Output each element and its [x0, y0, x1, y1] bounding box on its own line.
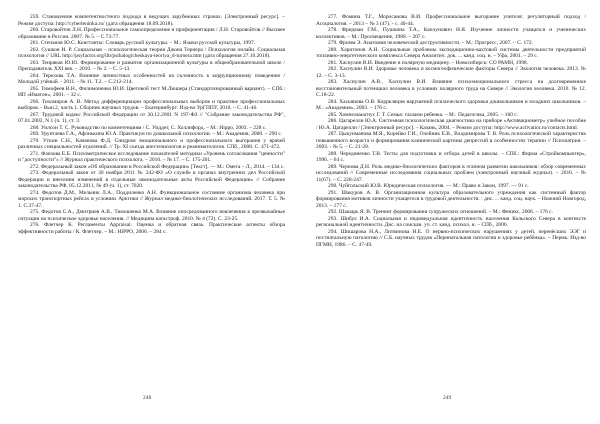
page-number: 248	[143, 395, 152, 401]
bibliography-entry: 281. Хаснулин В.И. Введение в полярную медицину. – Новосибирск: СО РАМН, 1998.	[328, 59, 528, 66]
bibliography-entry: 260. Старовойтов Л.Н. Профессиональное самоопределение и профориентация / Л.Н. Старовойтов // Высшее образование в России. 2007. № 5. – С.73-77.	[18, 27, 285, 40]
bibliography-entry: 288. Черединенко Т.В. Тесты для подготовки и отбора детей в школы. – СПб.: Фирма «Стройкомпьютер», 1996. – 64 с.	[316, 150, 586, 163]
bibliography-entry: 262. Сушков И. Р. Социальная – психологическая теория Джона Тернера / Психология онлайн. Социальная психология // URL http://psyfactor.org/lib/psihalogicheskaya-teoriya_d-turnera.htm (дата обращения 27.10.2018).	[18, 46, 285, 59]
bibliography-entry: 273. Федеральный закон от 30 ноября 2011 № 342-ФЗ «О службе в органах внутренних дел Российской Федерации и внесении изменений в отдельные законодательные акты Российской Федерации» // Собрание законодательства РФ, 05.12.2011, № 49 (ч. 1), ст. 7020.	[18, 170, 285, 189]
bibliography-entry: 270. Уткин С.Н., Качанова Ф.Д. Синдром эмоционального и профессионального выгорания у врачей различных специальностей отделений. // Тр. XI съезда анестезиологов и реаниматологов. СПб., 2008. С. 471-472.	[18, 137, 285, 150]
bibliography-entry: 264. Терехова Т.А. Влияние личностных особенностей на склонность к коррупционному поведению / Молодой учёный. - 2011. - № 11. Т.2. – С.212-214.	[18, 72, 285, 85]
bibliography-entry: 289. Чернова Д.Н. Роль медико-биологических факторов в этапном развитии школьников: обзор современных исследований // Современные исследования социальных проблем (электронный научный журнал). – 2016. – № 11(67). – С. 228-247.	[316, 163, 586, 183]
bibliography-entry: 284. Хасьянова О.В. Корреляция нарушений психического здоровья дошкольников и младших школьников. – М.: «Академия», 2003. – 176 с.	[316, 98, 586, 111]
bibliography-entry: 287. Цыкунманова М.Я., Корейко Г.И., Олейник Е.В., Владимирова Т. В. Роль психологической характеристик повышенного возраста и формирования клинической картины депрессий в особенностях терапии // Психиатрия. – 2003. - № 5. – С. 21-28.	[316, 131, 586, 150]
bibliography-entry: 286. Цагарелли Ю.А. Системная психологическая диагностика на приборе «Активациометр» учебное пособие / Ю.А. Цагарелли / [Электронный ресурс]. – Казань, 2004. – Режим доступа: http://www.activatior.ru/contacts.html.	[316, 118, 586, 131]
bibliography-entry: 265. Тимофеев В.Н., Филимоненко Ю.И. Цветовой тест М.Люшера (Стандартизированный вариант). – СПб.: ИП «Иматон», 2001. – 32 с.	[18, 85, 285, 98]
bibliography-entry: 259. Становление компетентностного подхода в ведущих зарубежных странах. [Электронный ресурс]. – Режим доступа: http://cyberleninka.ru/ (дата обращения 18.09.2018).	[18, 14, 285, 27]
bibliography-entry: 285. Хомпельмагнус Г. Т. Семья: глазами ребенка. – М.: Педагогика, 2005. – 160 с.	[328, 111, 519, 118]
bibliography-entry: 276. Флетчер К. Регламенты Appraisal. Оценка и обратная связь. Практические аспекты обзора эффективности работы / К. Флетчер. – М.: HIPPO, 2006. – 284 с.	[18, 222, 285, 235]
bibliography-entry: 272. Федеральный закон «Об образовании в Российской Федерации» [Текст]. — М.: Омега – Л., 2014. – 134 с.	[30, 163, 285, 170]
page-number: 249	[443, 395, 452, 401]
bibliography-entry: 283. Хаснулин А.В., Хаснулин В.И. Влияние психоэмоционального стресса на долговременное восстановительный потенциал человека в условиях полярного труда на Севере // Экология человека. 2010. № 12. С.18-22.	[316, 79, 586, 98]
bibliography-entry: 263. Тенряков Ю.Ю. Формирование и развитие организационной культуры в общеобразовательной школе / Преподаватель XXI век. – 2010. – № 2. – С. 5-13.	[18, 59, 285, 72]
bibliography-entry: 290. Чуйгольский Ю.В. Юридическая психология. — М.: Право и Закон, 1997. — 91 с.	[328, 183, 529, 189]
bibliography-entry: 261. Степанов Ю.С. Константы: Словарь русской культуры. – М.: Языки русской культуры, 1997.	[30, 40, 256, 46]
bibliography-entry: 292. Шашарь Я. В. Тренинг формирования супружеских отношений. – М.: Феникс, 2006. – 176 с.	[328, 209, 553, 215]
bibliography-entry: 293. Шибул И.А. Социальная и индивидуальная идентичность населения Кольского Севера в контексте региональной идентичности. Дис. на соискан. уч. ст. канд. психол. н. – СПб., 2006.	[316, 215, 586, 228]
left-bibliography-list	[18, 14, 285, 235]
bibliography-entry: 275. Федотов С.А., Дмитриев А.В., Тимошенко М.А. Влияние опосредованного вовлечения в чрезвычайные ситуации на психическое здоровье населения. // Медицина катастроф. 2010. № 4 (72). С. 23-25.	[18, 209, 285, 222]
bibliography-entry: 277. Фомина Т.Г., Моросанова В.И. Профессиональное выгорание учителя: регуляторный подход / Асоциалогия. – 2013 – № 3 (47). - с. 40-44.	[316, 14, 586, 27]
bibliography-entry: 274. Федотов Д.М., Мельник Л.А., Поддиленко А.Н. Функциональное состояние организма человека при морских транспортных рейсах в условиях Арктики // Журнал медико-биологических исследований. 2017. Т. 5. № 1. С.37-47.	[18, 189, 285, 209]
bibliography-entry: 268. Уилсон Т. С. Руководство по компетенциям / С. Уиддет, С. Холлифорд. – М.: Hippo, 2003. – 228 с.	[30, 124, 267, 131]
bibliography-entry: 278. Фридман Г.М., Пушкина Т.А., Каплунович И.Я. Изучение личности учащихся и ученических коллективов. – М.: Просвещение, 1988. – 207 с.	[316, 27, 586, 40]
bibliography-entry: 280. Харитонов А.Н. Социальные проблемы экспедиционно-вахтовой системы деятельности предприятий топливно-энергетического комплекса Севера Аналитич. док. ... канд. соц. н. – Уфа, 2001. – 29 с.	[316, 46, 586, 59]
bibliography-entry: 291. Шакуров А. В. Организационная культура образовательного учреждения как системный фактор формирования мотивов личности учащегося в трудовой деятельности. : дис. ... канд. соц. наук. – Нижний Новгород, 2013. – 177 с.	[316, 189, 586, 209]
bibliography-entry: 282. Хаснулин В.И. Здоровье человека и космогеофизические факторы Севера // Экология человека. 2013. № 12. – С. 3-13.	[316, 66, 586, 79]
bibliography-entry: 266. Тихомиров А. В. Метод дифференциации профессиональных выборов и практике профессиональных выборов. - Вып.2, часть 1. Сборник научных трудов. – Екатеринбург: Изд-во УрГППУ, 2010. – С. 41-46.	[18, 98, 285, 111]
right-bibliography-list	[316, 14, 586, 248]
bibliography-entry: 269. Урунтаева Г.А., Афонькина Ю.А. Практикум по дошкольной психологии. – М.: Академия, 2000. – 290 с.	[30, 131, 283, 137]
bibliography-entry: 279. Фромм Э. Анатомия человеческой деструктивности. – М.: Прогресс, 2007. – С. 172.	[328, 40, 533, 46]
right-page	[300, 0, 600, 424]
bibliography-entry: 267. Трудовой кодекс Российской Федерации от 30.12.2001 N 197-ФЗ // "Собрание законодательства РФ", 07.01.2002, N 1 (ч. 1), ст. 3.	[18, 111, 285, 124]
bibliography-entry: 271. Фаизова Е.Б. Психометрическое исследование показателей методики «Уровень согласования "ценности" и "доступности"» // Журнал практического психолога. – 2010. – № 17. – С. 175-201.	[18, 150, 285, 163]
bibliography-entry: 294. Шишарова Н.А., Литвинова Н.Е. О нервно-психических нарушениях у детей, перенёсших ЭЭГ и постнатальную патологию // С.Б. научных трудов «Перинатальная патология и здоровье ребёнка». – Пермь: Изд-во ПГМИ, 1986. – С. 47-49.	[316, 228, 586, 248]
